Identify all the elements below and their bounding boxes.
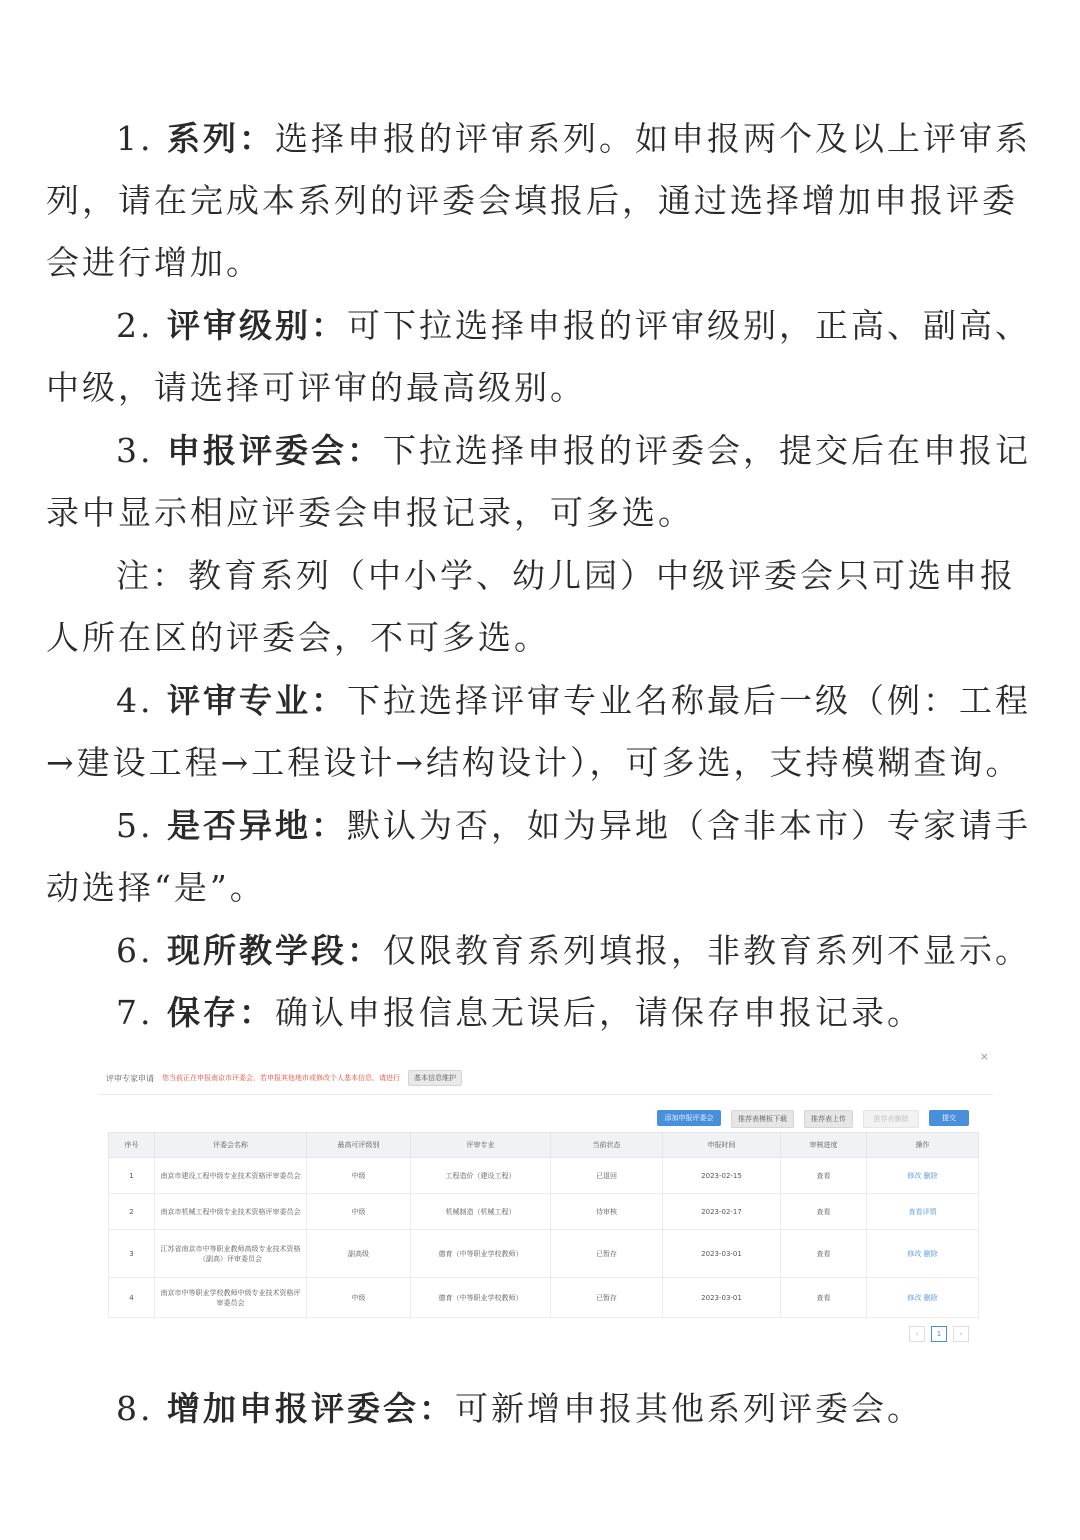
item-text: 选择申报的评审系列。如申报两个及以上评审系列，请在完成本系列的评委会填报后，通过选择增加申报评委会进行增加。 bbox=[46, 119, 1031, 282]
view-progress-link[interactable]: 查看 bbox=[781, 1158, 867, 1194]
item-text: 默认为否，如为异地（含非本市）专家请手动选择“是”。 bbox=[46, 806, 1031, 907]
item-term: 增加申报评委会： bbox=[167, 1389, 455, 1428]
item-4 bbox=[46, 670, 1036, 794]
col-header: 审核进度 bbox=[781, 1133, 867, 1158]
delete-button[interactable]: 推荐表删除 bbox=[863, 1110, 919, 1128]
item-1 bbox=[46, 108, 1036, 294]
item-number: 3. bbox=[116, 431, 154, 470]
toolbar bbox=[657, 1110, 969, 1128]
col-header: 当前状态 bbox=[551, 1133, 663, 1158]
item-number: 7. bbox=[116, 993, 154, 1032]
edit-link[interactable]: 修改 bbox=[907, 1171, 922, 1180]
col-header: 最高可评级别 bbox=[307, 1133, 411, 1158]
item-7 bbox=[46, 982, 1036, 1044]
view-progress-link[interactable]: 查看 bbox=[781, 1194, 867, 1230]
col-header: 评审专业 bbox=[411, 1133, 551, 1158]
item-number: 4. bbox=[116, 681, 154, 720]
table-row: 4 南京市中等职业学校教师中级专业技术资格评审委员会 中级 德育（中等职业学校教师） 已暂存 2023-03-01 查看 修改 删除 bbox=[109, 1278, 979, 1318]
col-header: 序号 bbox=[109, 1133, 155, 1158]
delete-link[interactable]: 删除 bbox=[923, 1171, 938, 1180]
col-header: 申报时间 bbox=[663, 1133, 781, 1158]
pagination bbox=[909, 1326, 969, 1342]
item-text: 可下拉选择申报的评审级别，正高、副高、中级，请选择可评审的最高级别。 bbox=[46, 306, 1031, 407]
item-2 bbox=[46, 295, 1036, 419]
view-progress-link[interactable]: 查看 bbox=[781, 1230, 867, 1278]
item-number: 6. bbox=[116, 931, 154, 970]
item-term: 申报评委会： bbox=[167, 431, 383, 470]
item-term: 保存： bbox=[167, 993, 275, 1032]
close-icon[interactable]: × bbox=[979, 1050, 989, 1063]
col-header: 评委会名称 bbox=[155, 1133, 307, 1158]
delete-link[interactable]: 删除 bbox=[923, 1249, 938, 1258]
item-3 bbox=[46, 420, 1036, 544]
note-text: 注：教育系列（中小学、幼儿园）中级评委会只可选申报人所在区的评委会，不可多选。 bbox=[46, 556, 1016, 657]
item-term: 评审专业： bbox=[167, 681, 347, 720]
table-row: 3 江苏省南京市中等职业教师高级专业技术资格（副高）评审委员会 副高级 德育（中等职业学校教师） 已暂存 2023-03-01 查看 修改 删除 bbox=[109, 1230, 979, 1278]
item-term: 系列： bbox=[167, 119, 275, 158]
item-text: 仅限教育系列填报，非教育系列不显示。 bbox=[383, 931, 1031, 970]
col-header: 操作 bbox=[867, 1133, 979, 1158]
item-term: 现所教学段： bbox=[167, 931, 383, 970]
item-number: 5. bbox=[116, 806, 154, 845]
basic-info-button[interactable]: 基本信息维护 bbox=[408, 1070, 462, 1086]
upload-button[interactable]: 推荐表上传 bbox=[804, 1110, 853, 1128]
item-text: 可新增申报其他系列评委会。 bbox=[455, 1389, 923, 1428]
prev-page-button[interactable]: ‹ bbox=[909, 1326, 925, 1342]
edit-link[interactable]: 修改 bbox=[907, 1293, 922, 1302]
item-8 bbox=[46, 1378, 1036, 1440]
item-number: 1. bbox=[116, 119, 154, 158]
view-progress-link[interactable]: 查看 bbox=[781, 1278, 867, 1318]
next-page-button[interactable]: › bbox=[953, 1326, 969, 1342]
item-text: 下拉选择评审专业名称最后一级（例：工程→建设工程→工程设计→结构设计），可多选，支持模糊查询。 bbox=[46, 681, 1031, 782]
item-number: 8. bbox=[116, 1389, 154, 1428]
note bbox=[46, 545, 1036, 669]
table-row: 2 南京市机械工程中级专业技术资格评审委员会 中级 机械制造（机械工程） 待审核 2023-02-17 查看 查看详情 bbox=[109, 1194, 979, 1230]
screenshot-title: 评审专家申请 bbox=[106, 1073, 154, 1083]
records-table bbox=[108, 1132, 979, 1318]
edit-link[interactable]: 修改 bbox=[907, 1249, 922, 1258]
item-term: 是否异地： bbox=[167, 806, 347, 845]
submit-button[interactable]: 提交 bbox=[929, 1110, 969, 1126]
item-text: 确认申报信息无误后，请保存申报记录。 bbox=[275, 993, 923, 1032]
page-number[interactable]: 1 bbox=[931, 1326, 947, 1342]
download-template-button[interactable]: 推荐表模板下载 bbox=[731, 1110, 794, 1128]
item-5 bbox=[46, 795, 1036, 919]
item-text: 下拉选择申报的评委会，提交后在申报记录中显示相应评委会申报记录，可多选。 bbox=[46, 431, 1031, 532]
divider bbox=[98, 1094, 993, 1095]
delete-link[interactable]: 删除 bbox=[923, 1293, 938, 1302]
table-row: 1 南京市建设工程中级专业技术资格评审委员会 中级 工程造价（建设工程） 已退回 2023-02-15 查看 修改 删除 bbox=[109, 1158, 979, 1194]
item-term: 评审级别： bbox=[167, 306, 347, 345]
item-6 bbox=[46, 920, 1036, 982]
screenshot-header bbox=[106, 1068, 993, 1088]
table-header-row bbox=[109, 1133, 979, 1158]
item-number: 2. bbox=[116, 306, 154, 345]
add-committee-button[interactable]: 添加申报评委会 bbox=[657, 1110, 721, 1126]
warning-text: 您当前正在申报南京市评委会，若申报其他地市或修改个人基本信息，请进行 bbox=[162, 1074, 400, 1082]
view-detail-link[interactable]: 查看详情 bbox=[908, 1207, 937, 1216]
embedded-screenshot bbox=[98, 1050, 993, 1360]
